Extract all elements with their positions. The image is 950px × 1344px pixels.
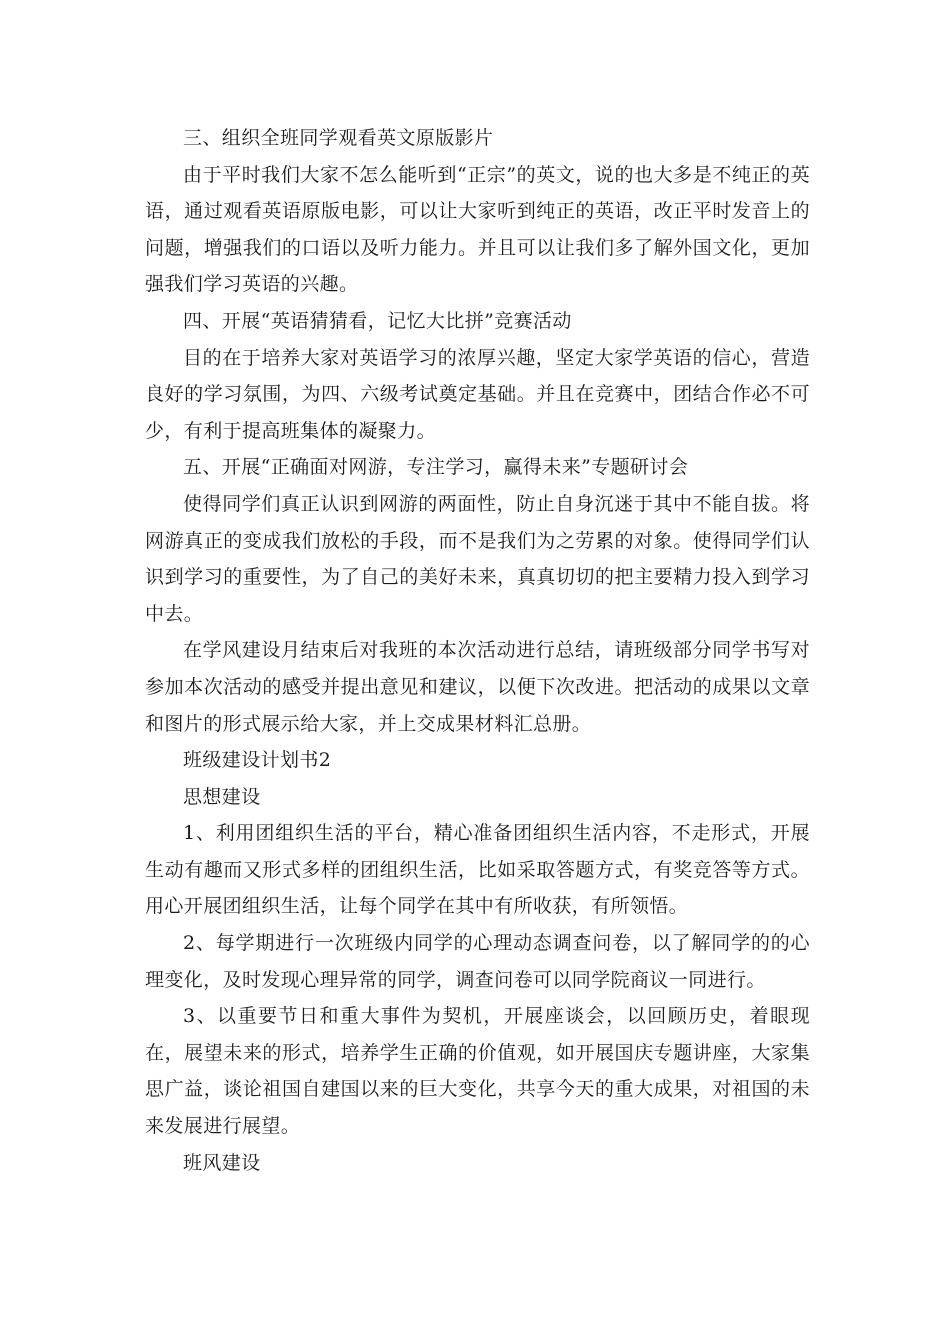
section-heading: 思想建设 [183, 785, 261, 808]
paragraph: 使得同学们真正认识到网游的两面性，防止自身沉迷于其中不能自拔。将网游真正的变成我们放松的手段，而不是我们为之劳累的对象。使得同学们认识到学习的重要性，为了自己的美好未来，真真切切的把主要精力投入到学习中去。 [145, 492, 810, 625]
section-heading-5: 五、开展“正确面对网游，专注学习，赢得未来”专题研讨会 [183, 456, 689, 479]
paragraph: 目的在于培养大家对英语学习的浓厚兴趣，坚定大家学英语的信心，营造良好的学习氛围，为四、六级考试奠定基础。并且在竞赛中，团结合作必不可少，有利于提高班集体的凝聚力。 [145, 346, 810, 442]
document-body [145, 120, 810, 1181]
section-heading-4: 四、开展“英语猜猜看，记忆大比拼”竞赛活动 [183, 309, 572, 332]
list-item: 1、利用团组织生活的平台，精心准备团组织生活内容，不走形式，开展生动有趣而又形式多样的团组织生活，比如采取答题方式，有奖竞答等方式。用心开展团组织生活，让每个同学在其中有所收获，有所领悟。 [145, 822, 810, 918]
list-item: 3、以重要节日和重大事件为契机，开展座谈会，以回顾历史，着眼现在，展望未来的形式，培养学生正确的价值观，如开展国庆专题讲座，大家集思广益，谈论祖国自建国以来的巨大变化，共享今天的重大成果，对祖国的未来发展进行展望。 [145, 1005, 810, 1138]
paragraph: 在学风建设月结束后对我班的本次活动进行总结，请班级部分同学书写对参加本次活动的感受并提出意见和建议，以便下次改进。把活动的成果以文章和图片的形式展示给大家，并上交成果材料汇总册。 [145, 639, 810, 735]
section-heading-3: 三、组织全班同学观看英文原版影片 [183, 127, 494, 149]
section-heading: 班风建设 [183, 1151, 261, 1174]
list-item: 2、每学期进行一次班级内同学的心理动态调查问卷，以了解同学的的心理变化，及时发现心理异常的同学，调查问卷可以同学院商议一同进行。 [145, 932, 810, 991]
paragraph: 由于平时我们大家不怎么能听到“正宗”的英文，说的也大多是不纯正的英语，通过观看英语原版电影，可以让大家听到纯正的英语，改正平时发音上的问题，增强我们的口语以及听力能力。并且可以让我们多了解外国文化，更加强我们学习英语的兴趣。 [145, 163, 810, 296]
document-subtitle: 班级建设计划书2 [183, 749, 332, 772]
